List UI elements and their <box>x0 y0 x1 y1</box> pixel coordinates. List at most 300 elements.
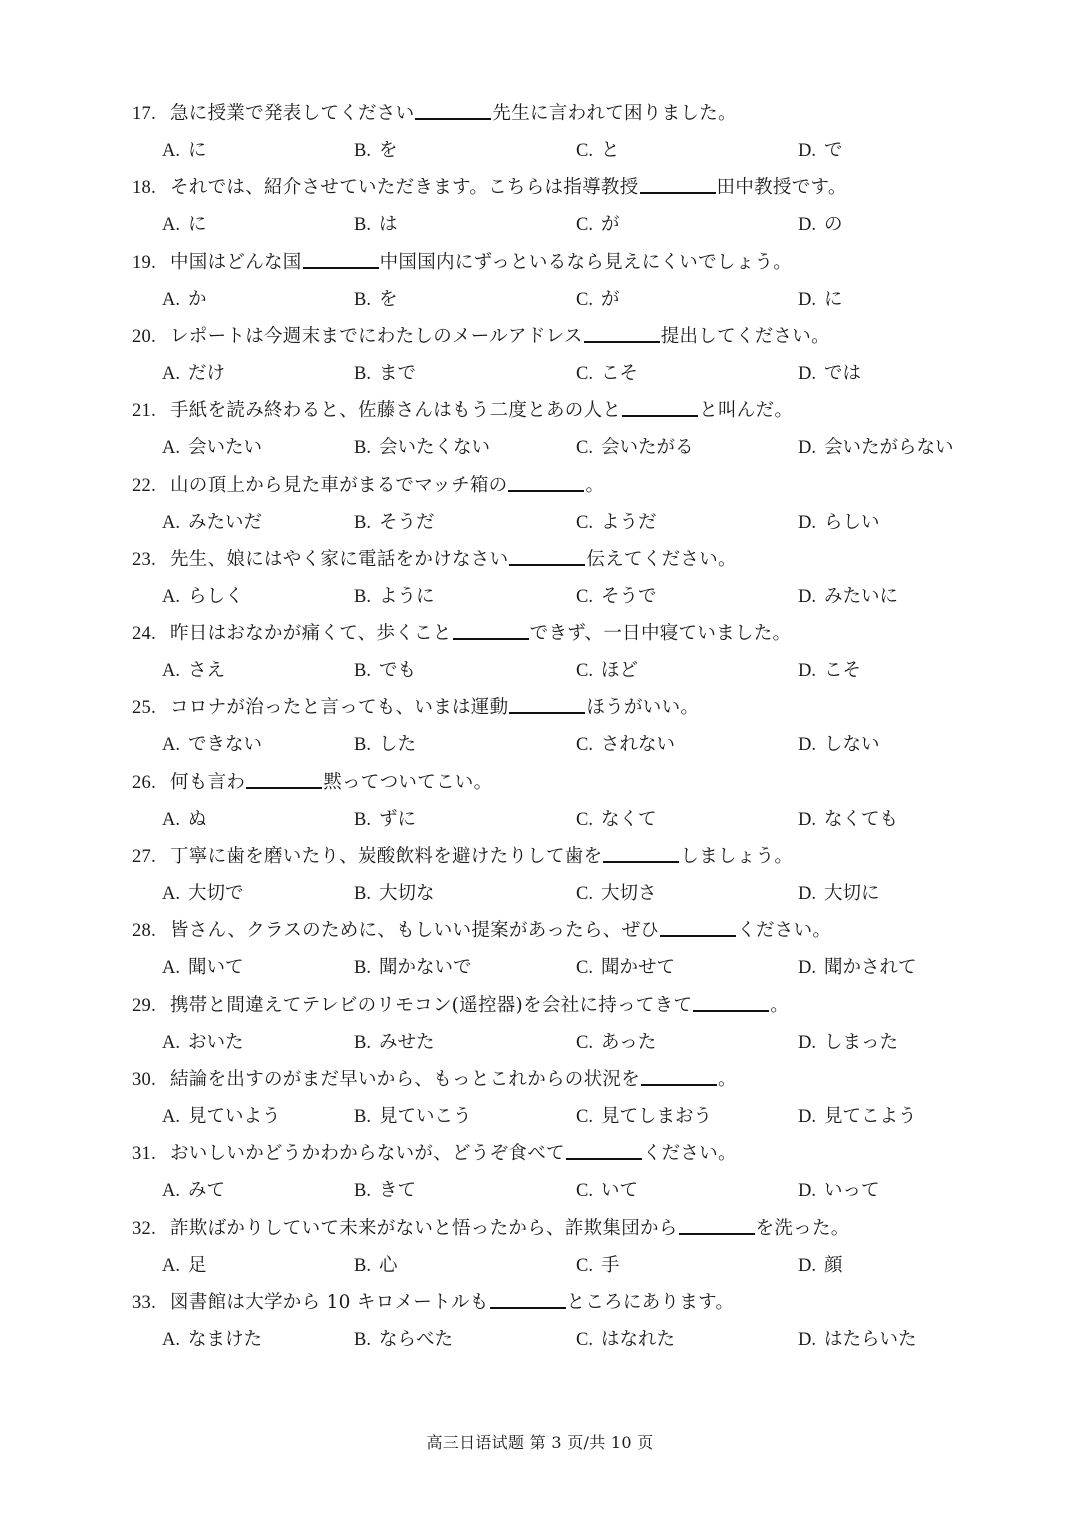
option-text: の <box>824 214 843 236</box>
option-text: に <box>188 214 207 236</box>
question-number: 25. <box>132 698 157 719</box>
option-d <box>798 578 898 616</box>
option-a <box>162 504 262 542</box>
question-item <box>132 318 1012 392</box>
question-item <box>132 244 1012 318</box>
option-text: 見てこよう <box>824 1105 917 1127</box>
question-text-before: 結論を出すのがまだ早いから、もっとこれからの状況を <box>170 1068 641 1090</box>
option-letter: B. <box>354 884 371 904</box>
option-letter: B. <box>354 586 371 607</box>
option-letter: B. <box>354 735 371 756</box>
option-text: は <box>378 214 398 236</box>
option-b <box>354 726 416 764</box>
options-row <box>132 1247 1012 1284</box>
question-text-after: 。 <box>770 994 790 1016</box>
option-letter: C. <box>576 289 593 310</box>
options-row <box>132 875 1012 912</box>
question-text-after: できず、一日中寝ていました。 <box>529 623 792 645</box>
option-letter: A. <box>162 586 180 607</box>
option-text: ほど <box>600 660 638 682</box>
question-stem <box>132 1210 1012 1247</box>
option-text: みたいだ <box>188 511 263 533</box>
question-text-before: 皆さん、クラスのために、もしいい提案があったら、ぜひ <box>170 920 660 942</box>
option-text: 大切さ <box>600 883 657 904</box>
option-letter: A. <box>162 1329 180 1350</box>
option-b <box>354 281 397 319</box>
option-text: 会いたくない <box>378 437 490 459</box>
option-d <box>798 949 917 987</box>
option-d <box>798 504 880 542</box>
option-letter: D. <box>798 661 816 682</box>
options-row <box>132 1098 1012 1135</box>
options-row <box>132 1321 1012 1358</box>
option-letter: B. <box>354 1329 371 1350</box>
question-text-after: 田中教授です。 <box>716 177 847 199</box>
question-stem <box>132 615 1012 652</box>
question-item <box>132 541 1012 615</box>
option-letter: A. <box>162 438 180 459</box>
question-number: 32. <box>132 1218 157 1239</box>
options-row <box>132 281 1012 318</box>
option-b <box>354 429 490 467</box>
options-row <box>132 355 1012 392</box>
option-text: 会いたがる <box>600 437 694 459</box>
option-text: ようだ <box>600 511 657 533</box>
option-c <box>576 1024 656 1062</box>
question-number: 26. <box>132 772 157 793</box>
option-c <box>576 355 638 393</box>
question-stem <box>132 912 1012 949</box>
option-text: そうで <box>600 585 657 607</box>
option-text: しない <box>824 734 880 756</box>
option-c <box>576 429 693 467</box>
option-text: はたらいた <box>824 1328 917 1350</box>
option-letter: D. <box>798 289 816 310</box>
option-letter: C. <box>576 141 593 161</box>
option-b <box>354 1247 397 1285</box>
option-text: が <box>600 288 620 310</box>
option-d <box>798 355 861 393</box>
answer-blank <box>693 990 769 1012</box>
question-item <box>132 169 1012 243</box>
options-row <box>132 206 1012 243</box>
question-stem <box>132 689 1012 726</box>
option-b <box>354 355 416 393</box>
options-row <box>132 132 1012 169</box>
option-text: 足 <box>188 1254 207 1276</box>
option-a <box>162 1321 262 1359</box>
option-b <box>354 801 416 839</box>
question-stem <box>132 541 1012 578</box>
option-letter: B. <box>354 215 371 236</box>
option-text: ぬ <box>188 808 207 830</box>
option-b <box>354 504 434 542</box>
question-stem <box>132 764 1012 801</box>
answer-blank <box>303 247 379 269</box>
option-text: 見ていよう <box>188 1105 281 1127</box>
question-text-before: 先生、娘にはやく家に電話をかけなさい <box>170 548 509 570</box>
option-a <box>162 355 225 393</box>
answer-blank <box>415 98 491 120</box>
option-letter: D. <box>798 512 816 533</box>
question-text-before: 手紙を読み終わると、佐藤さんはもう二度とあの人と <box>170 400 622 422</box>
option-text: 手 <box>600 1254 620 1276</box>
option-text: こそ <box>600 362 638 384</box>
option-d <box>798 652 861 690</box>
option-text: みて <box>188 1180 226 1202</box>
option-b <box>354 652 416 690</box>
question-number: 27. <box>132 847 157 867</box>
options-row <box>132 801 1012 838</box>
answer-blank <box>679 1213 755 1235</box>
question-text-after: 中国国内にずっといるなら見えにくいでしょう。 <box>379 251 793 273</box>
option-text: でも <box>378 660 416 682</box>
option-letter: D. <box>798 735 816 756</box>
option-letter: C. <box>576 1032 593 1053</box>
answer-blank <box>246 767 322 789</box>
question-text-before: 急に授業で発表してください <box>170 103 415 124</box>
option-letter: C. <box>576 958 593 979</box>
option-letter: A. <box>162 661 180 682</box>
question-stem <box>132 987 1012 1024</box>
option-a <box>162 652 225 690</box>
question-stem <box>132 1135 1012 1172</box>
option-letter: D. <box>798 363 816 384</box>
question-item <box>132 1284 1012 1358</box>
question-text-before: 図書館は大学から 10 キロメートルも <box>170 1291 489 1313</box>
option-text: みせた <box>378 1031 435 1053</box>
option-text: では <box>824 362 862 384</box>
question-stem <box>132 244 1012 281</box>
option-a <box>162 1247 207 1285</box>
question-text-after: ください。 <box>642 1143 737 1165</box>
question-text-before: 詐欺ばかりしていて未来がないと悟ったから、詐欺集団から <box>170 1217 678 1239</box>
option-a <box>162 1172 225 1210</box>
answer-blank <box>660 915 736 937</box>
option-text: みたいに <box>824 585 899 607</box>
question-stem <box>132 1061 1012 1098</box>
option-letter: B. <box>354 1181 371 1202</box>
option-letter: D. <box>798 586 816 607</box>
question-number: 17. <box>132 104 157 124</box>
option-letter: B. <box>354 141 371 161</box>
question-item <box>132 95 1012 169</box>
option-letter: A. <box>162 289 180 310</box>
option-d <box>798 1172 880 1210</box>
option-text: 会いたがらない <box>824 437 954 459</box>
option-a <box>162 949 244 987</box>
option-letter: C. <box>576 735 593 756</box>
option-letter: B. <box>354 661 371 682</box>
option-text: しまった <box>824 1031 899 1053</box>
option-letter: D. <box>798 884 816 904</box>
option-a <box>162 726 262 764</box>
option-text: らしく <box>188 585 244 607</box>
question-stem <box>132 838 1012 875</box>
option-text: 聞かされて <box>824 957 917 979</box>
option-letter: D. <box>798 1106 816 1127</box>
question-text-after: 。 <box>718 1068 737 1090</box>
option-letter: C. <box>576 438 593 459</box>
option-c <box>576 1321 675 1359</box>
option-text: おいた <box>188 1031 244 1053</box>
option-letter: A. <box>162 1032 180 1053</box>
option-c <box>576 801 656 839</box>
option-c <box>576 578 656 616</box>
option-letter: D. <box>798 809 816 830</box>
question-item <box>132 689 1012 763</box>
option-letter: A. <box>162 1181 180 1202</box>
option-b <box>354 578 434 616</box>
option-text: ように <box>378 585 435 607</box>
option-d <box>798 132 843 170</box>
answer-blank <box>490 1287 566 1309</box>
option-text: ならべた <box>378 1328 453 1350</box>
question-item <box>132 912 1012 986</box>
question-item <box>132 1210 1012 1284</box>
option-letter: A. <box>162 512 180 533</box>
option-b <box>354 875 434 913</box>
option-d <box>798 1024 898 1062</box>
option-text: なくても <box>824 808 899 830</box>
option-a <box>162 1098 281 1136</box>
option-text: まで <box>378 362 416 384</box>
option-d <box>798 429 954 467</box>
option-c <box>576 875 656 913</box>
option-text: 聞いて <box>188 957 244 979</box>
option-letter: B. <box>354 438 371 459</box>
option-letter: C. <box>576 1181 593 1202</box>
question-text-before: レポートは今週末までにわたしのメールアドレス <box>170 325 583 347</box>
option-letter: A. <box>162 141 180 161</box>
option-d <box>798 281 843 319</box>
question-number: 18. <box>132 178 157 199</box>
option-text: と <box>600 140 620 161</box>
option-text: いて <box>600 1180 638 1202</box>
option-b <box>354 206 397 244</box>
option-letter: D. <box>798 958 816 979</box>
question-text-before: コロナが治ったと言っても、いまは運動 <box>170 697 509 719</box>
option-letter: D. <box>798 215 816 236</box>
question-item <box>132 1135 1012 1209</box>
option-text: はなれた <box>600 1328 675 1350</box>
option-letter: B. <box>354 809 371 830</box>
options-row <box>132 1172 1012 1209</box>
question-number: 19. <box>132 252 157 273</box>
option-d <box>798 1321 917 1359</box>
question-text-after: を洗った。 <box>755 1217 850 1239</box>
option-letter: D. <box>798 1032 816 1053</box>
question-text-after: しましょう。 <box>680 846 794 867</box>
question-number: 30. <box>132 1069 157 1090</box>
option-b <box>354 1098 471 1136</box>
answer-blank <box>603 841 679 863</box>
option-letter: A. <box>162 809 180 830</box>
option-text: で <box>824 140 843 161</box>
option-text: 会いたい <box>188 437 263 459</box>
page-footer <box>0 1430 1080 1453</box>
question-text-after: 。 <box>585 474 605 496</box>
answer-blank <box>453 618 529 640</box>
question-text-after: ください。 <box>737 920 832 942</box>
answer-blank <box>509 544 585 566</box>
question-text-after: 黙ってついてこい。 <box>323 771 493 793</box>
question-item <box>132 764 1012 838</box>
option-d <box>798 875 880 913</box>
option-d <box>798 206 843 244</box>
answer-blank <box>641 1064 717 1086</box>
question-number: 21. <box>132 401 157 422</box>
question-item <box>132 467 1012 541</box>
question-number: 33. <box>132 1292 157 1313</box>
option-d <box>798 1098 917 1136</box>
option-d <box>798 1247 843 1285</box>
answer-blank <box>640 172 716 194</box>
option-letter: C. <box>576 215 593 236</box>
option-c <box>576 281 619 319</box>
question-number: 31. <box>132 1144 157 1165</box>
option-letter: D. <box>798 1181 816 1202</box>
option-b <box>354 132 397 170</box>
option-text: 見てしまおう <box>600 1105 712 1127</box>
option-letter: C. <box>576 363 593 384</box>
option-c <box>576 1247 619 1285</box>
option-a <box>162 281 207 319</box>
option-text: に <box>188 140 207 161</box>
option-letter: A. <box>162 958 180 979</box>
option-letter: A. <box>162 884 180 904</box>
question-item <box>132 987 1012 1061</box>
option-letter: D. <box>798 141 816 161</box>
question-stem <box>132 169 1012 206</box>
question-text-before: それでは、紹介させていただきます。こちらは指導教授 <box>170 177 639 199</box>
option-letter: B. <box>354 512 371 533</box>
option-c <box>576 504 656 542</box>
option-text: されない <box>600 734 675 756</box>
question-number: 20. <box>132 326 157 347</box>
answer-blank <box>509 692 585 714</box>
option-letter: A. <box>162 735 180 756</box>
answer-blank <box>584 321 660 343</box>
answer-blank <box>566 1138 642 1160</box>
options-row <box>132 504 1012 541</box>
option-text: 心 <box>378 1254 398 1276</box>
option-text: きて <box>378 1180 416 1202</box>
question-number: 23. <box>132 549 157 570</box>
question-text-before: 丁寧に歯を磨いたり、炭酸飲料を避けたりして歯を <box>170 846 603 867</box>
option-text: ずに <box>378 808 416 830</box>
option-letter: C. <box>576 1106 593 1127</box>
option-text: 聞かないで <box>378 957 472 979</box>
options-row <box>132 429 1012 466</box>
option-a <box>162 206 207 244</box>
option-a <box>162 1024 244 1062</box>
option-text: だけ <box>188 362 226 384</box>
option-text: 聞かせて <box>600 957 675 979</box>
option-a <box>162 429 262 467</box>
question-stem <box>132 318 1012 355</box>
option-c <box>576 652 638 690</box>
option-text: なまけた <box>188 1328 263 1350</box>
option-c <box>576 1172 638 1210</box>
question-text-before: 何も言わ <box>170 771 246 793</box>
question-number: 28. <box>132 921 157 942</box>
option-letter: B. <box>354 958 371 979</box>
option-text: そうだ <box>378 511 435 533</box>
option-text: か <box>188 288 207 310</box>
option-text: に <box>824 288 843 310</box>
option-letter: C. <box>576 1255 593 1276</box>
options-row <box>132 949 1012 986</box>
option-letter: D. <box>798 1329 816 1350</box>
option-c <box>576 1098 712 1136</box>
question-item <box>132 1061 1012 1135</box>
question-text-after: 伝えてください。 <box>586 548 737 570</box>
option-letter: C. <box>576 512 593 533</box>
question-text-after: ほうがいい。 <box>586 697 700 719</box>
option-text: が <box>600 214 620 236</box>
question-text-before: おいしいかどうかわからないが、どうぞ食べて <box>170 1143 565 1165</box>
question-text-before: 携帯と間違えてテレビのリモコン(遥控器)を会社に持ってきて <box>170 994 693 1016</box>
question-stem <box>132 392 1012 429</box>
question-number: 29. <box>132 995 157 1016</box>
option-text: 顔 <box>824 1254 843 1276</box>
question-text-after: 先生に言われて困りました。 <box>492 103 737 124</box>
footer-text: 高三日语试题 第 3 页/共 10 页 <box>426 1433 654 1452</box>
question-item <box>132 838 1012 912</box>
question-text-before: 昨日はおなかが痛くて、歩くこと <box>170 623 452 645</box>
option-c <box>576 132 619 170</box>
option-letter: C. <box>576 586 593 607</box>
option-text: できない <box>188 734 263 756</box>
options-row <box>132 1024 1012 1061</box>
option-letter: C. <box>576 884 593 904</box>
option-letter: A. <box>162 215 180 236</box>
option-letter: B. <box>354 1255 371 1276</box>
option-text: を <box>378 140 398 161</box>
option-letter: C. <box>576 1329 593 1350</box>
answer-blank <box>508 470 584 492</box>
option-letter: C. <box>576 809 593 830</box>
question-text-after: 提出してください。 <box>660 325 830 347</box>
question-text-before: 山の頂上から見た車がまるでマッチ箱の <box>170 474 508 496</box>
option-b <box>354 1024 434 1062</box>
option-letter: A. <box>162 363 180 384</box>
question-stem <box>132 467 1012 504</box>
option-c <box>576 206 619 244</box>
option-a <box>162 578 244 616</box>
question-item <box>132 392 1012 466</box>
question-number: 22. <box>132 475 157 496</box>
option-text: 大切な <box>378 883 435 904</box>
option-c <box>576 726 675 764</box>
question-stem <box>132 1284 1012 1321</box>
option-c <box>576 949 675 987</box>
option-d <box>798 726 880 764</box>
option-letter: B. <box>354 1106 371 1127</box>
option-letter: B. <box>354 363 371 384</box>
question-text-after: ところにあります。 <box>566 1291 735 1313</box>
option-letter: A. <box>162 1106 180 1127</box>
option-d <box>798 801 898 839</box>
question-text-after: と叫んだ。 <box>699 400 794 422</box>
option-text: 大切に <box>824 883 880 904</box>
option-a <box>162 875 244 913</box>
option-letter: D. <box>798 1255 816 1276</box>
option-text: 大切で <box>188 883 244 904</box>
option-text: した <box>378 734 416 756</box>
option-text: さえ <box>188 660 226 682</box>
